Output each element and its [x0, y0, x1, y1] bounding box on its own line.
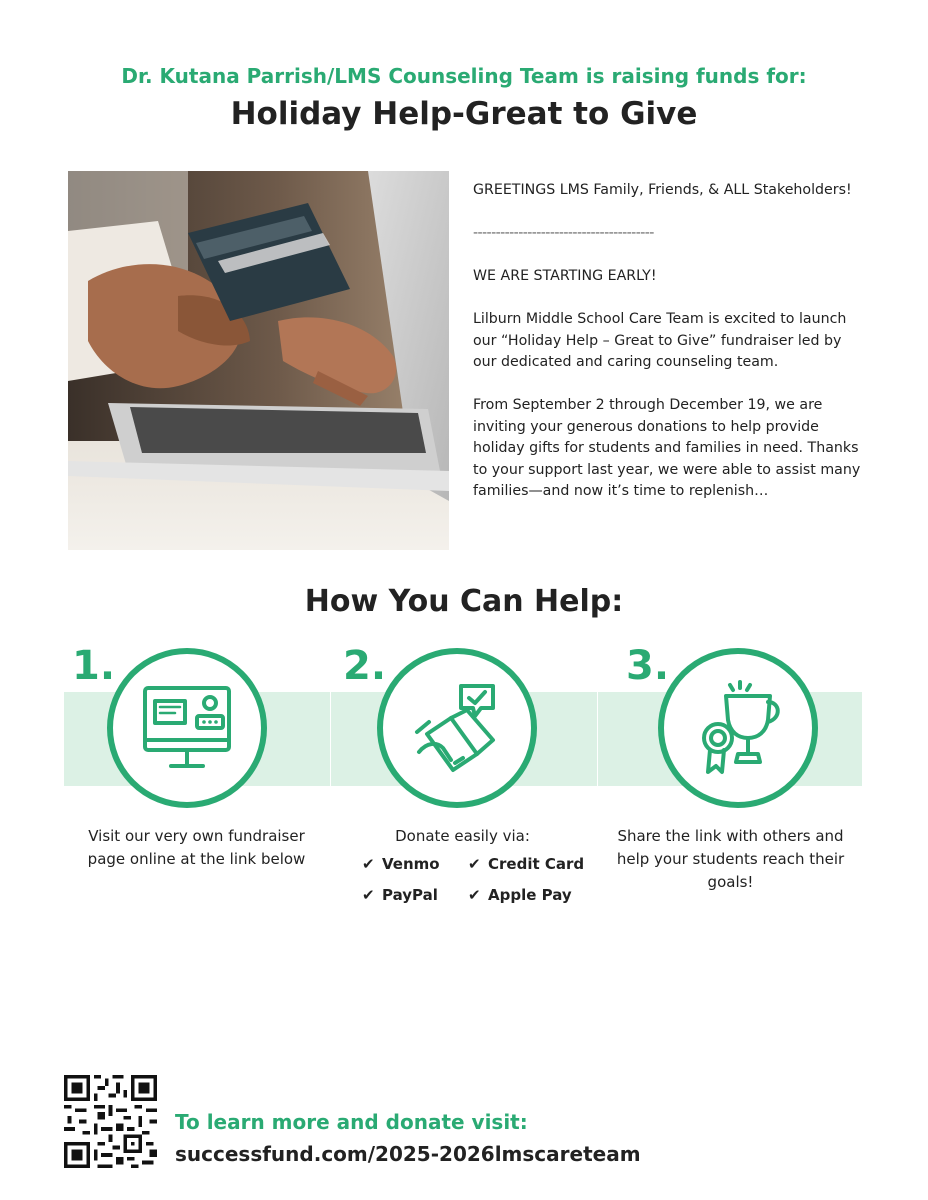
step-number-2: 2.: [343, 643, 387, 689]
computer-monitor-icon: [127, 668, 247, 788]
divider-line: ----------------------------------------: [473, 225, 654, 241]
step-2-text: Donate easily via:: [395, 827, 530, 845]
phone-payment-icon: [397, 668, 517, 788]
checkmark-icon: ✔: [362, 855, 375, 873]
step-1-text: Visit our very own fundraiser page online at the link below: [87, 827, 306, 868]
payment-method-venmo: ✔ Venmo: [362, 855, 440, 873]
organizer-line: Dr. Kutana Parrish/LMS Counseling Team is raising funds for:: [121, 64, 807, 88]
starting-early-text: WE ARE STARTING EARLY!: [473, 268, 657, 284]
laptop-credit-card-photo: [68, 171, 449, 550]
checkmark-icon: ✔: [468, 886, 481, 904]
qr-code[interactable]: [64, 1075, 157, 1168]
step-2-circle: [377, 648, 537, 808]
band-divider: [597, 692, 598, 786]
campaign-title: Holiday Help-Great to Give: [230, 96, 698, 132]
step-1-circle: [107, 648, 267, 808]
payment-method-credit-card: ✔ Credit Card: [468, 855, 585, 873]
intro-text: [473, 180, 868, 524]
step-3-circle: [658, 648, 818, 808]
intro-paragraph-2: From September 2 through December 19, we are inviting your generous donations to help provide holiday gifts for students and families in need. Thanks to your support last year, we were able to assist many families—and now it’s time to replenish…: [473, 397, 861, 499]
band-divider: [330, 692, 331, 786]
how-you-can-help-heading: How You Can Help:: [304, 584, 624, 619]
payment-method-apple-pay: ✔ Apple Pay: [468, 886, 572, 904]
checkmark-icon: ✔: [468, 855, 481, 873]
payment-method-paypal: ✔ PayPal: [362, 886, 438, 904]
trophy-medal-icon: [678, 668, 798, 788]
donation-url-link[interactable]: successfund.com/2025-2026lmscareteam: [175, 1142, 641, 1166]
greeting-text: GREETINGS LMS Family, Friends, & ALL Stakeholders!: [473, 182, 852, 198]
cta-text: To learn more and donate visit:: [175, 1110, 528, 1134]
qr-code-image: [64, 1075, 157, 1168]
checkmark-icon: ✔: [362, 886, 375, 904]
step-number-1: 1.: [72, 643, 116, 689]
intro-paragraph-1: Lilburn Middle School Care Team is excited to launch our “Holiday Help – Great to Give” fundraiser led by our dedicated and caring counseling team.: [473, 311, 847, 370]
step-3-text: Share the link with others and help your students reach their goals!: [616, 827, 845, 891]
step-number-3: 3.: [626, 643, 670, 689]
